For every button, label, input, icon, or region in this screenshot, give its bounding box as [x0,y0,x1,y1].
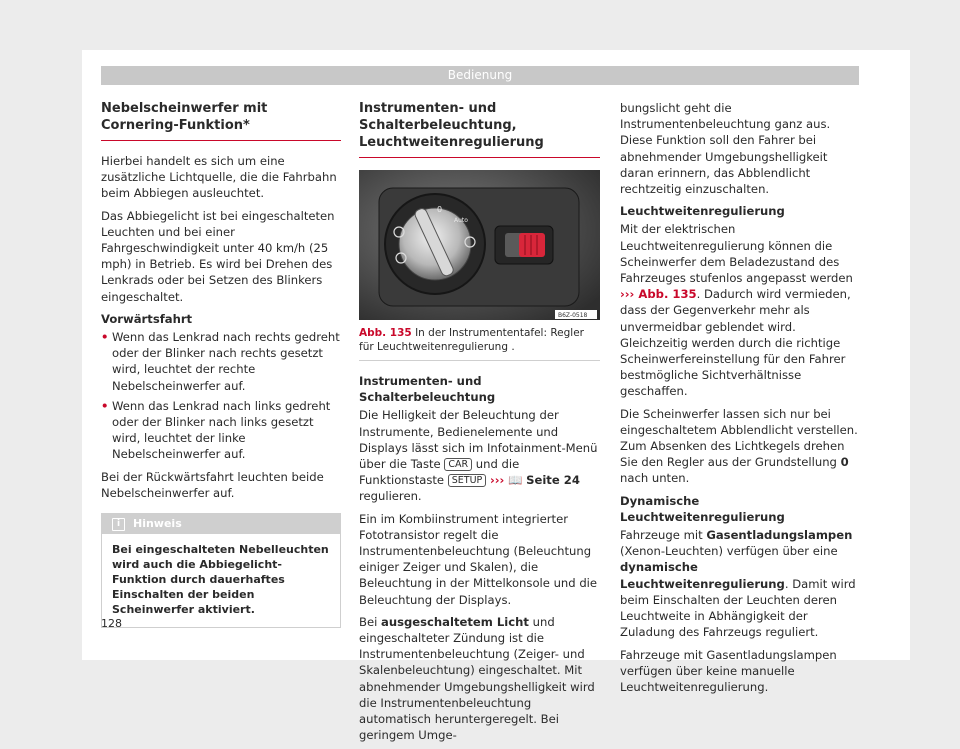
dial-label-zero: 0 [437,205,443,214]
figure-number: Abb. 135 [359,327,412,339]
page-number: 128 [101,617,122,630]
figure-caption-text: In der Instrumententafel: Regler für Leuchtweitenregulierung . [359,327,584,353]
text: und die Funktionstaste [359,457,520,488]
paragraph [620,406,860,487]
list-item [101,398,341,463]
paragraph [359,407,600,504]
note-box [101,513,341,628]
subheading-range-control: Leuchtweitenregulierung [620,204,785,219]
text-bold: ausgeschaltetem Licht [381,614,529,629]
headlight-range-wheel [519,233,545,257]
paragraph [359,614,600,744]
key-car: CAR [444,458,472,471]
paragraph: Das Abbiegelicht ist bei eingeschalteten Leuchten und bei einer Fahrgeschwindigkeit unter 40 km/h (25 mph) in Betrieb. Es wird bei Drehen des Lenkrads oder bei Setzen des Blinkers eingeschaltet. [101,208,335,304]
text: regulieren. [359,489,422,504]
note-title: Hinweis [133,517,182,531]
switch-panel-illustration [359,170,600,320]
page-reference-link[interactable]: Seite 24 [526,473,580,488]
figure-code: B6Z-0518 [558,312,588,319]
text-bold: Gasentladungslampen [706,528,853,543]
paragraph [620,221,860,399]
text: Fahrzeuge mit [620,528,703,543]
figure-headlight-switch [359,170,600,320]
header-title: Bedienung [447,68,513,82]
list-item [101,329,341,394]
book-reference-icon: 📖 [508,473,523,488]
text: . Damit wird beim Einschalten der Leuchten deren Leuchtweite in Abhängigkeit der Zuladung des Fahrzeugs reguliert. [620,576,856,640]
section-title-fog-lights: Nebelscheinwerfer mit Cornering-Funktion* [101,100,341,141]
paragraph: Fahrzeuge mit Gasentladungslampen verfügen über keine manuelle Leuchtweitenregulierung. [620,647,837,694]
text-bold: 0 [840,455,849,470]
key-setup: SETUP [448,474,487,487]
text-bold: dynamische Leuchtweitenregulierung [620,560,785,591]
text: Die Helligkeit der Beleuchtung der Instrumente, Bedienelemente und Displays lässt sich im Infotainment-Menü über die Taste [359,408,598,472]
right-column [620,100,860,701]
list-item-text: Wenn das Lenkrad nach links gedreht oder der Blinker nach links gesetzt wird, leuchtet der linke Nebelscheinwerfer auf. [112,398,331,462]
header-band [101,66,859,85]
note-header [102,514,340,534]
middle-column [359,100,600,749]
paragraph: Bei der Rückwärtsfahrt leuchten beide Nebelscheinwerfer auf. [101,469,324,500]
text: (Xenon-Leuchten) verfügen über eine [620,544,838,559]
section-title-illumination: Instrumenten- und Schalterbeleuchtung, Leuchtweitenregulierung [359,100,600,158]
left-column [101,100,341,628]
paragraph: bungslicht geht die Instrumentenbeleuchtung ganz aus. Diese Funktion soll den Fahrer bei abnehmender Umgebungshelligkeit daran erinnern, das Abblendlicht rechtzeitig einzuschalten. [620,101,831,197]
subheading-forward: Vorwärtsfahrt [101,311,193,326]
bullet-icon: • [101,330,109,345]
figure-caption [359,320,600,361]
paragraph: Ein im Kombiinstrument integrierter Fototransistor regelt die Instrumentenbeleuchtung (Beleuchtung einiger Zeiger und Skalen), die Beleuchtung in der Mittelkonsole und die Beleuchtung der Displays. [359,511,598,607]
text: Bei [359,614,378,629]
subheading-dynamic-range: Dynamische Leuchtweitenregulierung [620,493,785,524]
note-body: Bei eingeschalteten Nebelleuchten wird auch die Abbiegelicht-Funktion durch dauerhaftes Einschalten der beiden Scheinwerfer aktiviert. [112,543,329,617]
info-icon: i [112,518,125,531]
bullet-icon: • [101,398,109,413]
text: Die Scheinwerfer lassen sich nur bei eingeschaltetem Abblendlicht verstellen. Zum Absenken des Lichtkegels drehen Sie den Regler aus der Grundstellung [620,406,858,470]
reference-arrows: ››› [489,473,505,488]
text: nach unten. [620,471,690,486]
figure-reference-link[interactable]: ››› Abb. 135 [620,287,697,302]
text: Mit der elektrischen Leuchtweitenregulierung können die Scheinwerfer dem Beladezustand des Fahrzeuges stufenlos angepasst werden [620,222,853,286]
paragraph: Hierbei handelt es sich um eine zusätzliche Lichtquelle, die die Fahrbahn beim Abbiegen ausleuchtet. [101,154,337,201]
list-item-text: Wenn das Lenkrad nach rechts gedreht oder der Blinker nach rechts gesetzt wird, leuchtet der rechte Nebelscheinwerfer auf. [112,330,340,393]
dial-label-auto: Auto [454,217,468,224]
text: und eingeschalteter Zündung ist die Instrumentenbeleuchtung (Zeiger- und Skalenbeleuchtung) eingeschaltet. Mit abnehmender Umgebungshelligkeit wird die Instrumentenbeleuchtung automatisch heruntergeregelt. Bei geringem Umge- [359,614,595,743]
subheading-illumination: Instrumenten- und Schalterbeleuchtung [359,374,496,405]
text: . Dadurch wird vermieden, dass der Gegenverkehr mehr als unvermeidbar geblendet wird. Gleichzeitig werden durch die richtige Scheinwerfereinstellung für den Fahrer bestmögliche Sichtverhältnisse geschaffen. [620,287,851,399]
paragraph [620,527,860,640]
